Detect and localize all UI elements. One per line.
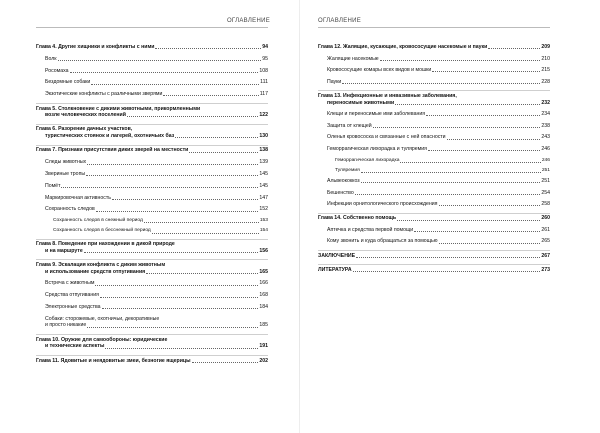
toc-entry [318, 93, 550, 106]
toc-entry [318, 67, 550, 74]
toc-page-number: 138 [259, 147, 268, 154]
leader-dots [146, 273, 258, 274]
leader-dots [144, 222, 259, 223]
leader-dots [95, 285, 258, 286]
leader-dots [70, 72, 259, 73]
toc-divider [318, 213, 550, 214]
toc-page-number: 130 [259, 133, 268, 140]
toc-entry-title: Бешенство [327, 189, 354, 196]
toc-entry-title: Встреча с животным [45, 280, 95, 287]
toc-entry [36, 56, 268, 63]
toc-entry [36, 106, 268, 119]
toc-page-number: 139 [259, 159, 268, 166]
leader-dots [155, 48, 261, 49]
toc-entry-title: Геморрагическая лихорадка [335, 157, 400, 163]
toc-entry [318, 111, 550, 118]
toc-entry-title: Туляремия [335, 167, 360, 173]
toc-page-number: 117 [259, 91, 268, 98]
toc-entry-title: Глава 4. Другие хищники и конфликты с ними [36, 44, 155, 50]
toc-entry [36, 171, 268, 178]
leader-dots [152, 233, 259, 234]
leader-dots [112, 199, 258, 200]
leader-dots [91, 84, 259, 85]
toc-entry [36, 68, 268, 75]
leader-dots [61, 187, 258, 188]
toc-entry [36, 159, 268, 166]
leader-dots [163, 95, 258, 96]
leader-dots [395, 104, 540, 105]
toc-page-number: 215 [541, 67, 550, 74]
leader-dots [86, 175, 258, 176]
toc-entry-title: Глава 7. Признаки присутствия диких зверей на местности [36, 147, 189, 154]
toc-page-number: 238 [541, 122, 550, 129]
leader-dots [432, 71, 540, 72]
toc-entry [318, 267, 550, 274]
toc-divider [36, 103, 268, 104]
toc-entry-line: Глава 5. Столкновение с дикими животными, прикормленными [36, 105, 201, 112]
toc-page-number: 154 [259, 228, 268, 234]
toc-entry [318, 146, 550, 153]
toc-entry-title: Сохранность следов в снежный период [53, 218, 143, 224]
toc-entry [318, 215, 550, 222]
toc-divider [318, 90, 550, 91]
right-running-header: ОГЛАВЛЕНИЕ [318, 18, 550, 28]
toc-entry-title: Маркировочная активность [45, 194, 111, 201]
left-running-header: ОГЛАВЛЕНИЕ [36, 18, 268, 28]
toc-divider [318, 250, 550, 251]
toc-page-number: 145 [259, 182, 268, 189]
toc-page-number: 246 [541, 145, 550, 152]
toc-page-number: 246 [541, 157, 550, 163]
toc-entry-line: Глава 8. Поведение при нахождении в дикой природе [36, 241, 175, 248]
toc-entry [36, 206, 268, 213]
toc-divider [36, 334, 268, 335]
toc-page-number: 95 [262, 55, 268, 62]
leader-dots [356, 257, 540, 258]
toc-entry-title: Оленья кровососка и связанные с ней опасности [327, 134, 446, 141]
toc-entry-title: Звериные тропы [45, 171, 86, 177]
leader-dots [175, 137, 258, 138]
book-gutter [299, 0, 300, 433]
toc-page-number: 202 [259, 357, 268, 364]
leader-dots [447, 139, 541, 140]
toc-page-number: 152 [259, 206, 268, 213]
toc-entry [36, 241, 268, 254]
toc-entry-title: Следы животных [45, 159, 87, 166]
toc-entry [36, 304, 268, 311]
leader-dots [397, 220, 540, 221]
leader-dots [426, 115, 540, 116]
toc-page-number: 147 [259, 194, 268, 201]
toc-entry-line: Глава 10. Оружие для самообороны: юридические [36, 336, 168, 343]
toc-page-number: 254 [541, 189, 550, 196]
toc-entry [318, 190, 550, 197]
toc-entry [36, 126, 268, 139]
toc-page-number: 265 [541, 238, 550, 245]
left-toc [36, 44, 268, 370]
toc-page-number: 156 [259, 247, 268, 254]
leader-dots [84, 252, 259, 253]
toc-entry-title: ЛИТЕРАТУРА [318, 266, 352, 273]
leader-dots [400, 162, 540, 163]
toc-page-number: 260 [541, 215, 550, 222]
toc-page-number: 168 [259, 292, 268, 299]
toc-entry [318, 123, 550, 130]
toc-entry [318, 168, 550, 175]
toc-entry [36, 262, 268, 275]
toc-page-number: 261 [541, 226, 550, 233]
toc-entry-title: Глава 14. Собственно помощь [318, 215, 397, 222]
toc-entry-line: Собаки: сторожевые, охотничьи, декоративные [45, 315, 160, 322]
leader-dots [439, 205, 541, 206]
toc-entry-title: Геморрагическая лихорадка и туляремия [327, 145, 427, 152]
toc-page-number: 232 [541, 99, 550, 106]
toc-page-number: 243 [541, 134, 550, 141]
leader-dots [105, 348, 258, 349]
toc-entry-line: Глава 13. Инфекционные и инвазивные заболевания, [318, 92, 457, 99]
toc-entry [318, 134, 550, 141]
toc-page-number: 153 [259, 218, 268, 224]
toc-entry [36, 195, 268, 202]
toc-entry-title: туристических стоянок и лагерей, охотничьих баз [45, 133, 175, 140]
toc-page-number: 267 [541, 252, 550, 259]
toc-page-number: 122 [259, 112, 268, 119]
toc-entry-title: Глава 12. Жалящие, кусающие, кровососущие насекомые и пауки [318, 44, 488, 50]
toc-entry-title: переносимые животными [327, 99, 395, 106]
toc-entry [36, 337, 268, 350]
right-toc [318, 44, 550, 278]
toc-divider [36, 239, 268, 240]
toc-entry [318, 253, 550, 260]
toc-entry [36, 358, 268, 365]
toc-page-number: 210 [541, 55, 550, 62]
toc-entry-title: и использование средств отпугивания [45, 268, 146, 275]
toc-entry [36, 44, 268, 51]
toc-entry-title: Пауки [327, 78, 342, 85]
toc-entry-line: Глава 9. Эскалация конфликта с диким животным [36, 262, 166, 269]
toc-entry [36, 292, 268, 299]
leader-dots [355, 194, 541, 195]
toc-entry [318, 158, 550, 165]
toc-divider [318, 264, 550, 265]
toc-entry [36, 280, 268, 287]
leader-dots [439, 243, 541, 244]
leader-dots [127, 116, 258, 117]
toc-divider [36, 145, 268, 146]
toc-entry-title: Волк [45, 55, 57, 62]
toc-page-number: 145 [259, 171, 268, 177]
leader-dots [342, 83, 540, 84]
left-page [36, 0, 268, 433]
toc-entry-title: возле человеческих поселений [45, 112, 126, 119]
toc-entry-title: Росомаха [45, 67, 69, 74]
toc-page-number: 185 [259, 322, 268, 329]
right-page [318, 0, 550, 433]
toc-page-number: 209 [541, 44, 550, 50]
toc-entry-title: Экзотические конфликты с различными зверями [45, 91, 163, 98]
toc-entry-title: Инфекции орнитологического происхождения [327, 201, 438, 208]
toc-entry-title: Средства отпугивания [45, 292, 99, 299]
toc-entry-title: Бездомные собаки [45, 79, 91, 86]
toc-entry-title: Помёт [45, 182, 61, 189]
toc-entry-title: Аптечка и средства первой помощи [327, 226, 414, 233]
toc-entry-title: Сохранность следов в бесснежный период [53, 228, 151, 234]
toc-page-number: 251 [541, 167, 550, 173]
toc-entry-line: Глава 6. Разорение дачных участков, [36, 126, 133, 133]
toc-page-number: 184 [259, 304, 268, 310]
leader-dots [414, 231, 540, 232]
toc-entry-title: Клещи и переносимые ими заболевания [327, 111, 426, 118]
toc-page-number: 108 [259, 67, 268, 74]
toc-entry-title: Кровососущие комары всех видов и мошки [327, 67, 432, 74]
toc-entry-title: Электронные средства [45, 304, 101, 310]
toc-page-number: 234 [541, 111, 550, 118]
leader-dots [488, 48, 540, 49]
leader-dots [353, 271, 541, 272]
toc-divider [36, 355, 268, 356]
toc-entry-title: Сохранность следов [45, 206, 95, 213]
toc-entry [36, 79, 268, 86]
toc-entry-title: и просто никакие [45, 322, 87, 329]
toc-entry [318, 56, 550, 63]
toc-divider [36, 124, 268, 125]
leader-dots [361, 172, 541, 173]
toc-page-number: 111 [260, 79, 268, 86]
toc-page-number: 94 [262, 44, 268, 50]
leader-dots [100, 297, 258, 298]
toc-entry [318, 178, 550, 185]
toc-page-number: 166 [259, 280, 268, 287]
leader-dots [373, 127, 541, 128]
toc-entry [318, 238, 550, 245]
toc-entry [36, 91, 268, 98]
toc-entry [318, 79, 550, 86]
leader-dots [87, 164, 258, 165]
toc-entry-title: и технические аспекты [45, 343, 105, 350]
toc-entry-title: ЗАКЛЮЧЕНИЕ [318, 252, 356, 259]
toc-entry-title: Жалящие насекомые [327, 55, 379, 62]
toc-entry [36, 228, 268, 235]
leader-dots [192, 362, 259, 363]
toc-entry [318, 201, 550, 208]
toc-entry-title: и на маршруте [45, 247, 83, 254]
leader-dots [428, 150, 540, 151]
toc-entry-title: Глава 11. Ядовитые и неядовитые змеи, безногие ящерицы [36, 357, 191, 364]
toc-entry [36, 183, 268, 190]
toc-page-number: 228 [541, 78, 550, 85]
leader-dots [102, 308, 259, 309]
toc-entry-title: Кому звонить и куда обращаться за помощью [327, 238, 438, 245]
leader-dots [380, 60, 541, 61]
toc-page-number: 258 [541, 201, 550, 208]
leader-dots [96, 211, 259, 212]
toc-divider [36, 259, 268, 260]
toc-entry [318, 44, 550, 51]
toc-entry-title: Защита от клещей [327, 122, 372, 129]
toc-page-number: 273 [541, 266, 550, 273]
leader-dots [189, 152, 258, 153]
toc-entry [318, 227, 550, 234]
leader-dots [58, 60, 262, 61]
toc-page-number: 165 [259, 268, 268, 275]
toc-entry [36, 218, 268, 225]
toc-entry-title: Альвеококкоз [327, 177, 360, 184]
toc-entry [36, 147, 268, 154]
leader-dots [361, 182, 541, 183]
toc-page-number: 191 [259, 343, 268, 350]
leader-dots [87, 327, 258, 328]
toc-entry [36, 316, 268, 329]
toc-page-number: 251 [541, 177, 550, 184]
